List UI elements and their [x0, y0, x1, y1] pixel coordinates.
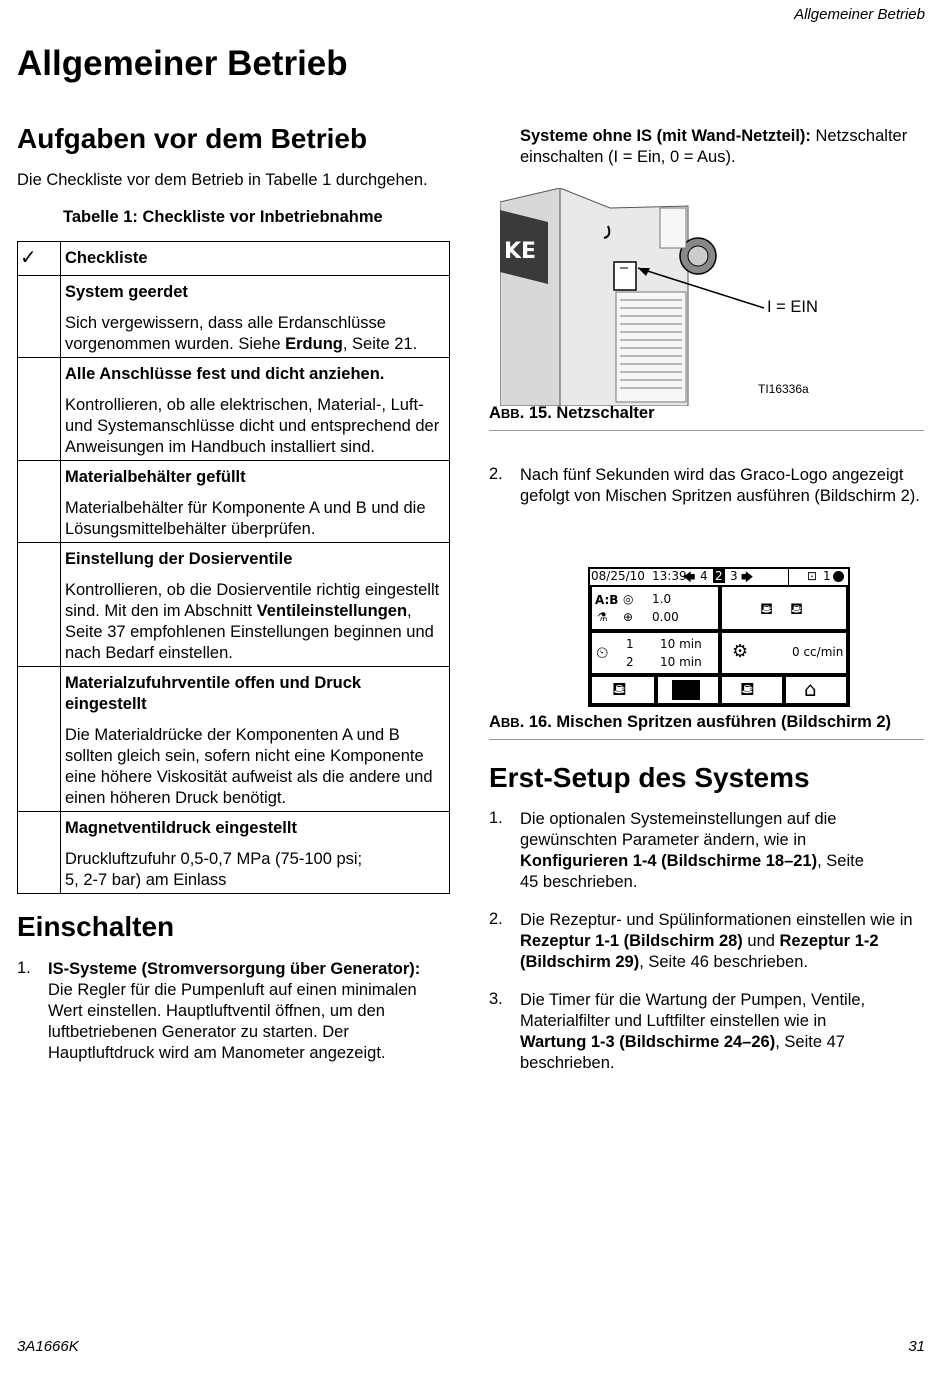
item-title: Magnetventildruck eingestellt [65, 819, 297, 837]
spray-gun-icon: ⛾ [612, 679, 627, 700]
spray-button[interactable] [590, 675, 656, 705]
checklist-column-header: Checkliste [61, 242, 450, 276]
item-title: Alle Anschlüsse fest und dicht anziehen. [65, 365, 385, 383]
home-icon: ⌂ [804, 677, 817, 701]
spray-gun-cell[interactable] [720, 585, 848, 631]
page-title: Allgemeiner Betrieb [17, 44, 348, 83]
step-number: 1. [17, 959, 31, 977]
item-body: Kontrollieren, ob alle elektrischen, Material-, Luft- und Systemanschlüsse dicht und entsprechend der Anweisungen im Handbuch installiert sind. [65, 396, 440, 456]
screen-date: 08/25/10 [591, 569, 645, 583]
timer1-label: 1 [626, 637, 634, 651]
table-caption: Tabelle 1: Checkliste vor Inbetriebnahme [63, 208, 383, 226]
step-number: 2. [489, 465, 503, 483]
check-cell [18, 358, 61, 461]
flow-value: 0 cc/min [792, 645, 844, 659]
timer1-value: 10 min [660, 637, 702, 651]
standby-gun-icon: ⛾ [740, 679, 755, 700]
table-row [18, 667, 450, 812]
arrow-left-icon[interactable]: 🡄 [683, 570, 696, 584]
purge-button[interactable] [656, 675, 720, 705]
table-row [18, 812, 450, 894]
spray-gun-icon: ⛾ [760, 599, 774, 618]
pump-icon: ⊡ [807, 569, 818, 583]
step-text: Die Timer für die Wartung der Pumpen, Ventile, Materialfilter und Luftfilter einstellen wie in Wartung 1-3 (Bildschirme 24–26), Seite 47 beschrieben. [520, 991, 866, 1072]
table-header-row [18, 242, 450, 276]
check-column-header: ✓ [18, 242, 61, 276]
screen-prev: 4 [700, 569, 708, 583]
section-intro: Die Checkliste vor dem Betrieb in Tabelle 1 durchgehen. [17, 171, 428, 189]
table-row [18, 461, 450, 543]
item-title: System geerdet [65, 283, 188, 301]
mix-spray-screen [588, 567, 850, 707]
caption-divider [489, 430, 924, 431]
timer2-value: 10 min [660, 655, 702, 669]
arrow-right-icon[interactable]: 🡆 [741, 570, 754, 584]
status-dot-icon [833, 571, 844, 582]
table-row [18, 358, 450, 461]
step-number: 1. [489, 809, 503, 827]
item-title: Materialbehälter gefüllt [65, 468, 246, 486]
step-number: 3. [489, 990, 503, 1008]
step-text: IS-Systeme (Stromversorgung über Generator): Die Regler für die Pumpenluft auf einen minimalen Wert einstellen. Hauptluftventil öffnen, um den luftbetriebenen Generator zu starten. Der Hauptluftdruck wird am Manometer angezeigt. [48, 960, 421, 1062]
doc-id: 3A1666K [17, 1338, 79, 1355]
spray-gun-icon: ⛾ [790, 599, 804, 618]
check-cell [18, 276, 61, 358]
switch-callout-label: I = EIN [767, 298, 818, 316]
table-row [18, 276, 450, 358]
flow-gear-icon: ⚙ [732, 641, 749, 662]
step-number: 2. [489, 910, 503, 928]
crosshair-icon: ⊕ [623, 610, 634, 624]
check-cell [18, 461, 61, 543]
ratio-value: 1.0 [652, 592, 672, 606]
check-cell [18, 543, 61, 667]
check-cell [18, 812, 61, 894]
systems-note: Systeme ohne IS (mit Wand-Netzteil): Netzschalter einschalten (I = Ein, 0 = Aus). [520, 127, 908, 166]
item-title: Materialzufuhrventile offen und Druck eingestellt [65, 674, 362, 713]
page-number: 31 [908, 1338, 925, 1355]
screen-count: 1 [823, 569, 831, 583]
timer2-label: 2 [626, 655, 634, 669]
target-icon: ◎ [623, 592, 634, 606]
ratio-cell[interactable] [590, 585, 720, 631]
checklist-table [17, 241, 450, 894]
svg-text:KE: KE [504, 239, 537, 264]
item-title: Einstellung der Dosierventile [65, 550, 293, 568]
home-button[interactable] [784, 675, 848, 705]
timer-icon: ⏲ [596, 643, 609, 662]
timer-cell[interactable] [590, 631, 720, 675]
section-heading-aufgaben: Aufgaben vor dem Betrieb [17, 123, 368, 154]
running-header: Allgemeiner Betrieb [794, 6, 925, 23]
flow-cell[interactable] [720, 631, 848, 675]
standby-button[interactable] [720, 675, 784, 705]
mix-icon: ⚗ [597, 610, 608, 624]
screen-next: 3 [730, 569, 738, 583]
item-body: Sich vergewissern, dass alle Erdanschlüsse vorgenommen wurden. Siehe Erdung, Seite 21. [65, 314, 418, 353]
figure-caption: ABB. 16. Mischen Spritzen ausführen (Bildschirm 2) [489, 713, 892, 731]
screen-current: 2 [715, 569, 723, 583]
item-body: Kontrollieren, ob die Dosierventile richtig eingestellt sind. Mit den im Abschnitt Ventileinstellungen, Seite 37 empfohlenen Einstellungen beginnen und nach Bedarf einstellen. [65, 581, 440, 662]
section-heading-einschalten: Einschalten [17, 911, 175, 942]
figure-id: TI16336a [758, 382, 809, 396]
item-body: Materialbehälter für Komponente A und B und die Lösungsmittelbehälter überprüfen. [65, 499, 426, 538]
ratio-value-2: 0.00 [652, 610, 679, 624]
step-text: Die Rezeptur- und Spülinformationen einstellen wie in Rezeptur 1-1 (Bildschirm 28) und Rezeptur 1-2 (Bildschirm 29), Seite 46 beschrieben. [520, 911, 913, 971]
check-cell [18, 667, 61, 812]
ratio-label: A:B [595, 593, 619, 607]
step-text: Die optionalen Systemeinstellungen auf die gewünschten Parameter ändern, wie in Konfigurieren 1-4 (Bildschirme 18–21), Seite 45 beschrieben. [520, 810, 864, 891]
caption-divider [489, 739, 924, 740]
item-body: Die Materialdrücke der Komponenten A und B sollten gleich sein, sofern nicht eine Komponente eine höhere Viskosität aufweist als die andere und einen höheren Druck benötigt. [65, 726, 433, 807]
item-body: Druckluftzufuhr 0,5-0,7 MPa (75-100 psi; 5, 2-7 bar) am Einlass [65, 850, 363, 889]
table-row [18, 543, 450, 667]
section-heading-setup: Erst-Setup des Systems [489, 762, 810, 793]
screen-time: 13:39 [652, 569, 687, 583]
figure-caption: ABB. 15. Netzschalter [489, 404, 655, 422]
step-text: Nach fünf Sekunden wird das Graco-Logo angezeigt gefolgt von Mischen Spritzen ausführen (Bildschirm 2). [520, 466, 920, 505]
purge-icon [672, 680, 700, 700]
